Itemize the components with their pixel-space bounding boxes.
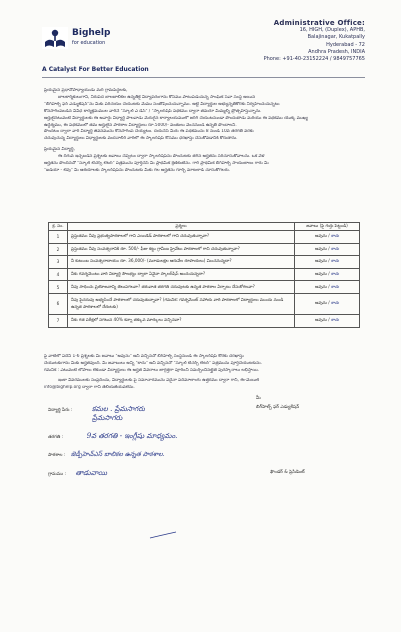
answer-no-marked: కాదు bbox=[330, 233, 340, 239]
answer-no-marked: కాదు bbox=[330, 317, 340, 323]
text-line: బాలకార్మికులుగాని, నిరుపేద బాలబాలికల ఉన్నతికై విద్యాపరంగాను కోసము పాటుపడుచున్న సాంఘిక సేవా సంస్థ అయిన bbox=[58, 94, 256, 100]
text-line: అర్హతను పొందినచో "స్కూల్ టీచర్స్ లెటర్" పత్రమును పూర్తిచేసి మీ ప్రాథమిక శ్రేణికంటేను. గారి ప్రాథమిక బిగ్‌హెల్ప్ సాయంకాలం గారు మీ bbox=[44, 160, 269, 166]
table-row bbox=[49, 256, 360, 269]
eligibility-table bbox=[48, 222, 360, 328]
school-row bbox=[48, 451, 165, 459]
text-line: "ఐడియా - లేవు" మీ ఆశయాలకు స్కాలర్‌షిప్‌ను పొందుటకు మీకు గల అర్హతను గూర్చి మాటలాడి చూసుకోగలరు. bbox=[44, 167, 231, 173]
column-header: క్ర. సం. bbox=[49, 223, 68, 231]
brand-name: Bighelp bbox=[72, 28, 111, 38]
text-line: చదువుచున్న విద్యార్థులు విధ్యార్థులకు వందనాలిరి వారిలో ఈ స్కాలర్‌షిప్ కోసము ధరఖాస్తు చేసుకొవడానికి కోరుతాను. bbox=[44, 136, 238, 142]
row-question: నీ కుటుంబ సంవత్సరాదాయం రూ. 36,000/- (మూడులక్షల ఆరువేల రూపాయలు) మించనున్నదా? bbox=[68, 256, 295, 269]
row-number: 6 bbox=[49, 293, 68, 314]
row-question: ప్రస్తుతము నీవు ప్రభుత్వపాఠశాలలో గాని ఎయిడెడ్ పాఠశాలలో గాని చదువుతున్నావా? bbox=[68, 231, 295, 244]
office-title: Administrative Office: bbox=[273, 19, 365, 27]
row-number: 4 bbox=[49, 268, 68, 281]
pen-mark-icon bbox=[148, 530, 178, 540]
office-address bbox=[215, 20, 365, 63]
row-number: 1 bbox=[49, 231, 68, 244]
answer-no-marked: కాదు bbox=[330, 283, 340, 289]
answer-no-marked: కాదు bbox=[330, 300, 340, 306]
row-answer: అవును / కాదు bbox=[295, 243, 360, 256]
answer-no-marked: కాదు bbox=[330, 258, 340, 264]
answer-yes: అవును bbox=[314, 317, 327, 323]
tagline: A Catalyst For Better Education bbox=[42, 66, 149, 73]
student-name-label: విద్యార్థి పేరు : bbox=[48, 408, 73, 413]
row-answer: అవును / కాదు bbox=[295, 314, 360, 327]
answer-yes: అవును bbox=[314, 300, 327, 306]
column-header: ప్రశ్నలు bbox=[68, 223, 295, 231]
contact-note bbox=[44, 378, 364, 392]
student-name-value: కమల . ప్రేమసాగరు bbox=[91, 405, 145, 413]
address-line: Andhra Pradesh, INDIA bbox=[308, 48, 365, 55]
school-value: జెడ్పీహెచ్ఎస్ బాలికల ఉన్నత పాఠశాల. bbox=[70, 451, 165, 458]
intro-paragraph bbox=[44, 88, 364, 143]
answer-yes: అవును bbox=[314, 271, 327, 277]
row-answer: అవును / కాదు bbox=[295, 268, 360, 281]
answer-yes: అవును bbox=[314, 258, 327, 264]
closing-salutation: మీ bbox=[256, 396, 261, 401]
bighelp-logo-icon bbox=[42, 27, 68, 49]
village-label: గ్రామము : bbox=[48, 472, 67, 477]
row-question: నీకు గవర్నమెంటు వారి విద్యార్థి సౌలభ్యం ద్వారా ఏవైనా స్కాలర్‌షిప్ అందుచున్నదా? bbox=[68, 268, 295, 281]
text-line: ప్రియమైన విద్యార్థి, bbox=[44, 147, 75, 152]
row-number: 2 bbox=[49, 243, 68, 256]
village-row bbox=[48, 469, 107, 479]
answer-no-marked: కాదు bbox=[330, 245, 340, 251]
header-divider bbox=[42, 77, 365, 78]
address-line: 16, HIGH, (Duplex), APHB, bbox=[299, 27, 365, 34]
row-number: 7 bbox=[49, 314, 68, 327]
text-line: పొందటం ద్వారా వారి విద్యార్థి జీవనమును కొనసాగింప చెయ్యటం. దయచేసి మీరు ఈ పథకమును 8 నుండి 10వ తరగతి వరకు bbox=[44, 129, 254, 135]
row-question: నీవు పైచదువు అభ్యసించే పాఠశాలలో చదువుతున్నావా? (గమనిక: గవర్నమెంట్ సహాయ వారి పాఠశాలలో విద్యార్థులు ముందు నుండి ఉన్నత పాఠశాలలో చేరుటకు) bbox=[68, 293, 295, 314]
closing-organization: బిగ్‌హెల్ప్ ఫర్ ఎడ్యుకేషన్ bbox=[256, 405, 300, 410]
row-question: ప్రస్తుతము నీవు సంవత్సరానికి రూ. 500/- ఫీజు కట్టు గ్రామీణ ప్రైవేటు పాఠశాలలో గాని చదువుతున్నావా? bbox=[68, 243, 295, 256]
text-line: info@bighelp.org ద్వారా గాని తెలియజేయవలెను. bbox=[44, 384, 135, 390]
brand-subtitle: for education bbox=[72, 40, 106, 46]
table-row bbox=[49, 231, 360, 244]
school-label: పాఠశాల : bbox=[48, 453, 66, 458]
text-line: పై వాటిలో ఏదేని 1-6 ప్రశ్నలకు మీ జవాబు "అవును" అని వచ్చినచో బిగ్‌హెల్ప్ సంస్థనుండి ఈ స్కాలర్‌షిప్ కొరకు దరఖాస్తు bbox=[44, 354, 244, 359]
text-line: ఉద్దేశ్యము, ఈ పథకములో తమ అర్హులైన పాఠశాల విద్యార్థులు రూ.5000/- వంతులు వెంచనుండి ఉన్నతి పొందాలని. bbox=[44, 122, 237, 128]
office-phone: Phone: +91-40-23152224 / 9849757765 bbox=[263, 56, 365, 63]
row-number: 5 bbox=[49, 281, 68, 294]
row-question: నీవు సాధించు ప్రయోజనాన్ని తెలుపగలవా? తరువాత తరగతి చదువుటకు ఉన్నత పాఠశాల ఏర్పాటు చేసుకోగలవా? bbox=[68, 281, 295, 294]
student-paragraph bbox=[44, 147, 364, 175]
class-label: తరగతి : bbox=[48, 435, 64, 440]
class-row bbox=[48, 432, 177, 442]
text-line: కొనసాగింపబడిన వివిధ కార్యక్రమముల వారినే "స్కూల్ ఎ డేస్" / "స్కాలర్‌షిప్ పథకము ద్వారా తమరూ మిమ్మల్ని ప్రోత్సహిస్తున్నాను. bbox=[44, 108, 262, 114]
student-signature: ప్రేమసాగరు bbox=[92, 414, 123, 422]
table-row bbox=[49, 243, 360, 256]
eligibility-note bbox=[44, 354, 364, 375]
founder-title: ఫౌండర్ & ప్రెసిడెంట్ bbox=[270, 470, 305, 475]
village-value: తాడువాయి bbox=[75, 469, 108, 477]
table-row bbox=[49, 281, 360, 294]
row-answer: అవును / కాదు bbox=[295, 293, 360, 314]
text-line: ఈ దిగువ ఇచ్చబడిన ప్రశ్నలకు జవాబు చెప్పటం ద్వారా స్కాలర్‌షిప్‌ను పొందుటకు తగిన అర్హతను సరిచూసుకోవాలను. ఒక వేళ bbox=[58, 153, 265, 159]
table-row bbox=[49, 314, 360, 327]
row-question: నీకు గత పరీక్షలో సగటున 40% కన్నా తక్కువ మార్కులు వచ్చినవా? bbox=[68, 314, 295, 327]
table-header-row bbox=[49, 223, 360, 231]
table-row bbox=[49, 293, 360, 314]
row-answer: అవును / కాదు bbox=[295, 256, 360, 269]
answer-yes: అవును bbox=[314, 233, 327, 239]
text-line: ప్రియమైన ప్రధానోపాధ్యాయుడు మరి గ్రామపెద్దలకు, bbox=[44, 88, 128, 93]
text-line: చేయుటకుగాను మీకు అర్హతవుంది. మీ జవాబులు అన్నీ "కాదు" అని వచ్చినచో "స్కూల్ టీచర్స్ లెటర్" పత్రమును పూర్తిచేయుటకును. bbox=[44, 360, 262, 366]
text-line: గమనిక : ఎటువంటి లోపాలు లేకుండా విద్యార్థులు ఈ అర్హత వివరాలు జాగ్రత్తగా పూరించి సమర్పించినట్లైతే పురస్కారాలు లభిస్తాయి. bbox=[44, 367, 260, 373]
text-line: "బిగ్‌హెల్ప్ ఫర్ ఎడ్యుకేషన్"ను మీకు పరిచయం చేయుటకు మేము సంతోషించుచున్నాము. అట్టి విద్యార్థుల అభ్యున్నతికొరకు నిర్వహించుచున్నటు bbox=[44, 101, 280, 107]
address-line: Hyderabad - 72 bbox=[326, 41, 365, 48]
address-line: Balajinagar, Kukatpally bbox=[307, 34, 365, 41]
class-value: 9వ తరగతి - ఇంగ్లీషు మాధ్యమం. bbox=[86, 432, 178, 440]
answer-yes: అవును bbox=[314, 245, 327, 251]
column-header: జవాబు (పై గుర్తు పెట్టండి) bbox=[295, 223, 360, 231]
table-row bbox=[49, 268, 360, 281]
answer-no-marked: కాదు bbox=[330, 271, 340, 277]
text-line: ఇంకా వివరములకు సంప్రదించు, విద్యార్థులకు పై సమాచారమును ఏదైనా పదిమాలాంగు ఉత్తరము ద్వారా గాని, ఈ-మెయిల్ bbox=[58, 378, 260, 383]
text-line: అర్హులైనటువంటి విద్యార్థులకు ఈ అవార్డు విధ్యార్ధి పాలవాడు మెరుగైన కార్యాలయములో జరిగి చేయుటనుండా పొందుతాడు మరియు ఈ పథకము యొక్క ముఖ్య bbox=[44, 115, 308, 121]
row-number: 3 bbox=[49, 256, 68, 269]
row-answer: అవును / కాదు bbox=[295, 231, 360, 244]
answer-yes: అవును bbox=[314, 283, 327, 289]
row-answer: అవును / కాదు bbox=[295, 281, 360, 294]
